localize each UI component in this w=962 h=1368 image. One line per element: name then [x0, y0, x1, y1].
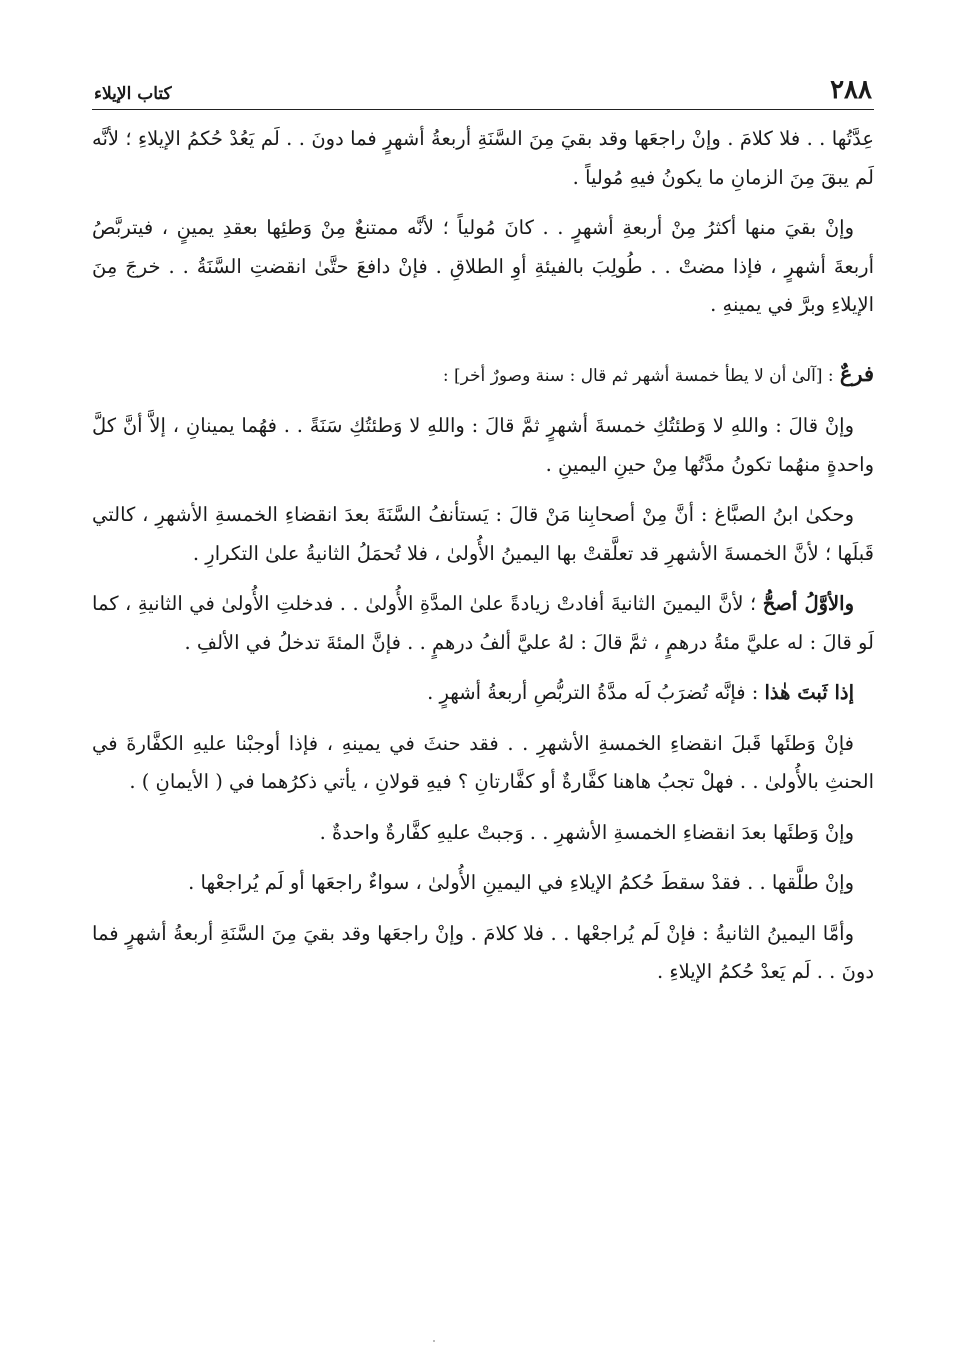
paragraph-6-text: : فإنَّه تُضرَبُ لَه مدَّةُ التربُّصِ أربعةُ أشهرٍ .	[427, 681, 765, 704]
paragraph-5	[92, 585, 874, 662]
paragraph-4: وحكىٰ ابنُ الصبَّاغ : أنَّ مِنْ أصحابِنا مَنْ قالَ : يَستأنفُ السَّنَةَ بعدَ انقضاءِ الخمسةِ الأشهرِ ، كالتي قَبلَها ؛ لأنَّ الخمسةَ الأشهرِ قد تعلَّقتْ بها اليمينُ الأُولىٰ ، فلا تُحمَلُ الثانيةُ علىٰ التكرارِ .	[92, 503, 874, 565]
running-header	[92, 70, 874, 110]
paragraph-1: عِدَّتُها . . فلا كلامَ . وإنْ راجعَها وقد بقيَ مِنَ السَّنَةِ أربعةُ أشهرٍ فما دونَ . . لَم يَعُدْ حُكمُ الإيلاءِ ؛ لأنَّه لَم يبقَ مِنَ الزمانِ ما يكونُ فيهِ مُولياً .	[92, 127, 874, 189]
paragraph-10: وأمَّا اليمينُ الثانيةُ : فإنْ لَم يُراجعْها . . فلا كلامَ . وإنْ راجعَها وقد بقيَ مِنَ السَّنَةِ أربعةُ أشهرٍ فما دونَ . . لَم يَعدْ حُكمُ الإيلاءِ .	[92, 921, 874, 983]
book-title: كتاب الإيلاء	[94, 84, 172, 104]
footer-dot	[433, 1340, 435, 1342]
paragraph-6	[92, 674, 874, 713]
paragraph-8: وإنْ وَطئَها بعدَ انقضاءِ الخمسةِ الأشهرِ . . وَجبتْ عليهِ كفَّارةٌ واحدةٌ .	[319, 820, 854, 844]
paragraph-2: وإنْ بقيَ منها أكثرُ مِنْ أربعةِ أشهرٍ . . كانَ مُولياً ؛ لأنَّه ممتنعٌ مِنْ وَطئِها بعقدِ يمينٍ ، فيتربَّصُ أربعةَ أشهرٍ ، فإذا مضتْ . . طُولِبَ بالفيئةِ أوِ الطلاقِ . فإنْ دافعَ حتَّىٰ انقضتِ السَّنَةُ . . خرجَ مِنَ الإيلاءِ وبرَّ في يمينهِ .	[92, 216, 874, 316]
paragraph-5-text: ؛ لأنَّ اليمينَ الثانيةَ أفادتْ زيادةً علىٰ المدَّةِ الأُولىٰ . . فدخلتِ الأُولىٰ في الثانيةِ ، كما لَو قالَ : له عليَّ مئةُ درهمٍ ، ثمَّ قالَ : لهُ عليَّ ألفُ درهمٍ . . فإنَّ المئةَ تدخلُ في الألفِ .	[92, 592, 874, 654]
paragraph-3: وإنْ قالَ : واللهِ لا وَطئتُكِ خمسةَ أشهرٍ ثمَّ قالَ : واللهِ لا وَطئتُكِ سَنَةً . . فهُما يمينانِ ، إلاَّ أنَّ كلَّ واحدةٍ منهُما تكونُ مدَّتُها مِنْ حينِ اليمينِ .	[92, 414, 874, 476]
branch-heading	[92, 355, 874, 396]
page-body	[92, 120, 874, 992]
page-number: ٢٨٨	[830, 75, 872, 105]
paragraph-6-lead: إذا ثَبتَ هٰذا	[764, 681, 854, 704]
paragraph-9: وإنْ طلَّقها . . فقدْ سقطَ حُكمُ الإيلاءِ في اليمينِ الأُولىٰ ، سواءٌ راجعَها أو لَم يُراجعْها .	[188, 871, 854, 894]
paragraph-7: فإنْ وَطئَها قَبلَ انقضاءِ الخمسةِ الأشهرِ . . فقد حنثَ في يمينهِ ، فإذا أوجبْنا عليهِ الكفَّارةَ في الحنثِ بالأُولىٰ . . فهلْ تجبُ هاهنا كفَّارةٌ أو كفَّارتانِ ؟ فيهِ قولانِ ، يأتي ذكرُهما في ( الأيمانِ ) .	[92, 731, 874, 793]
branch-title: فرعٌ	[839, 360, 874, 386]
branch-subtitle: : [آلىٰ أن لا يطأ خمسة أشهر ثم قال : سنة وصورٌ أخر] :	[442, 365, 834, 386]
paragraph-5-lead: والأوَّلُ أصحُّ	[762, 592, 854, 615]
book-page	[92, 70, 874, 1004]
